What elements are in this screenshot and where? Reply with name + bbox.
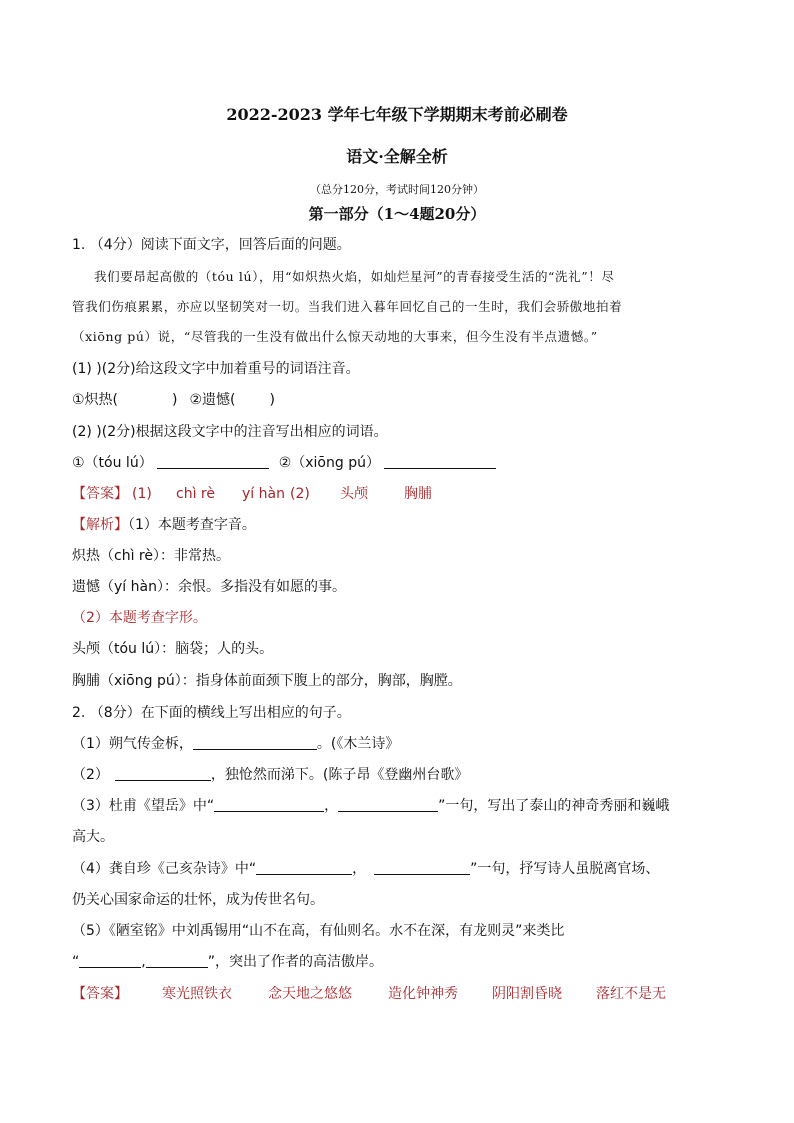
q2-item-3-text: （3）杜甫《望岳》中“ [72, 798, 215, 814]
q2-item-4-comma: ， [352, 861, 367, 877]
q2-item-4 [72, 860, 659, 878]
answer-blank [79, 953, 141, 968]
page-subtitle: 语文·全解全析 [346, 147, 448, 166]
q2-answer-5: 落红不是无 [596, 986, 666, 1002]
q2-item-1-source: 。(《木兰诗》 [316, 736, 400, 752]
q1-sub1-items [72, 391, 275, 409]
q2-answer-4: 阴阳割昏晓 [492, 986, 562, 1002]
q1-passage-line-2: 管我们伤痕累累，亦应以坚韧笑对一切。当我们进入暮年回忆自己的一生时，我们会骄傲地拍着 [72, 299, 623, 314]
q2-item-1 [72, 735, 399, 753]
q1-sub1: (1) )(2分)给这段文字中加着重号的词语注音。 [72, 361, 360, 377]
q2-item-5-tail: ”，突出了作者的高洁傲岸。 [207, 954, 383, 970]
q1-answer [72, 485, 432, 503]
q2-item-4-text: （4）龚自珍《己亥杂诗》中“ [72, 861, 257, 877]
q2-item-1-text: （1）朔气传金柝， [72, 736, 193, 752]
q1-sub1-close-1: ) [172, 392, 178, 408]
section-heading: 第一部分（1～4题20分） [308, 205, 486, 223]
q2-item-3-tail: ”一句，写出了泰山的神奇秀丽和巍峨 [438, 798, 670, 814]
q2-item-4-tail: ”一句，抒写诗人虽脱离官场、 [470, 861, 660, 877]
q1-sub2-item-2: ②（xiōng pú） [278, 455, 380, 471]
q2-stem: 2. （8分）在下面的横线上写出相应的句子。 [72, 705, 351, 721]
q1-answer-part-1: (1) [132, 486, 152, 502]
q2-item-3 [72, 797, 669, 815]
q2-answer-1: 寒光照铁衣 [162, 986, 232, 1002]
q2-item-2 [72, 766, 468, 784]
q1-sub1-item-1: ①炽热( [72, 392, 119, 408]
answer-blank [115, 766, 211, 781]
q1-answer-1: chì rè [176, 486, 215, 502]
q2-item-3-comma: ， [324, 798, 339, 814]
q2-item-5-cont [72, 953, 383, 971]
q1-passage-line-3: （xiōng pú）说，“尽管我的一生没有做出什么惊天动地的大事来，但今生没有半点遗憾。” [72, 329, 598, 344]
q1-answer-3: 头颅 [340, 486, 368, 502]
q1-sub2-item-1: ①（tóu lú） [72, 455, 153, 471]
q2-answer-3: 造化钟神秀 [388, 986, 458, 1002]
q1-answer-2: yí hàn [242, 486, 285, 502]
q1-sub1-item-2: ②遗憾( [189, 392, 236, 408]
q1-analysis-line-4: （2）本题考查字形。 [72, 610, 207, 626]
q1-stem: 1. （4分）阅读下面文字，回答后面的问题。 [72, 237, 351, 253]
q1-sub2-items [72, 454, 496, 472]
analysis-text: （1）本题考查字音。 [128, 517, 256, 533]
q2-item-5-open: “ [72, 954, 80, 970]
q2-item-4-cont: 仍关心国家命运的壮怀，成为传世名句。 [72, 892, 324, 908]
answer-blank [256, 860, 352, 875]
q2-answer-2: 念天地之悠悠 [268, 986, 352, 1002]
answer-blank [193, 735, 317, 750]
answer-blank [374, 860, 470, 875]
q2-item-3-cont: 高大。 [72, 829, 114, 845]
answer-label: 【答案】 [72, 486, 128, 502]
answer-blank [146, 953, 208, 968]
q2-item-2-num: （2） [72, 767, 109, 783]
q1-sub1-close-2: ) [269, 392, 275, 408]
answer-label: 【答案】 [72, 986, 128, 1002]
q2-item-5: （5）《陋室铭》中刘禹锡用“山不在高，有仙则名。水不在深，有龙则灵”来类比 [72, 923, 565, 939]
q2-item-2-text: ，独怆然而涕下。(陈子昂《登幽州台歌》 [210, 767, 469, 783]
exam-note: （总分120分，考试时间120分钟） [310, 183, 484, 196]
q1-analysis-line-6: 胸脯（xiōng pú）：指身体前面颈下腹上的部分，胸部，胸膛。 [72, 673, 462, 689]
page-title: 2022-2023 学年七年级下学期期末考前必刷卷 [226, 105, 568, 124]
q1-answer-part-2: (2) [290, 486, 310, 502]
q1-analysis-line-2: 炽热（chì rè）：非常热。 [72, 548, 230, 564]
answer-blank [214, 797, 324, 812]
q1-analysis-line-1 [72, 516, 256, 534]
q1-answer-4: 胸脯 [404, 486, 432, 502]
q1-analysis-line-5: 头颅（tóu lú）：脑袋；人的头。 [72, 641, 274, 657]
q1-analysis-line-3: 遗憾（yí hàn）：余恨。多指没有如愿的事。 [72, 579, 346, 595]
answer-blank [338, 797, 438, 812]
answer-blank [157, 454, 269, 469]
q2-item-5-comma: , [141, 954, 146, 970]
q1-passage-line-1: 我们要昂起高傲的（tóu lú），用“如炽热火焰，如灿烂星河”的青春接受生活的“洗礼”！尽 [94, 269, 615, 284]
q2-answer [72, 985, 666, 1003]
answer-blank [384, 454, 496, 469]
analysis-label: 【解析】 [72, 517, 128, 533]
q1-sub2: (2) )(2分)根据这段文字中的注音写出相应的词语。 [72, 424, 388, 440]
